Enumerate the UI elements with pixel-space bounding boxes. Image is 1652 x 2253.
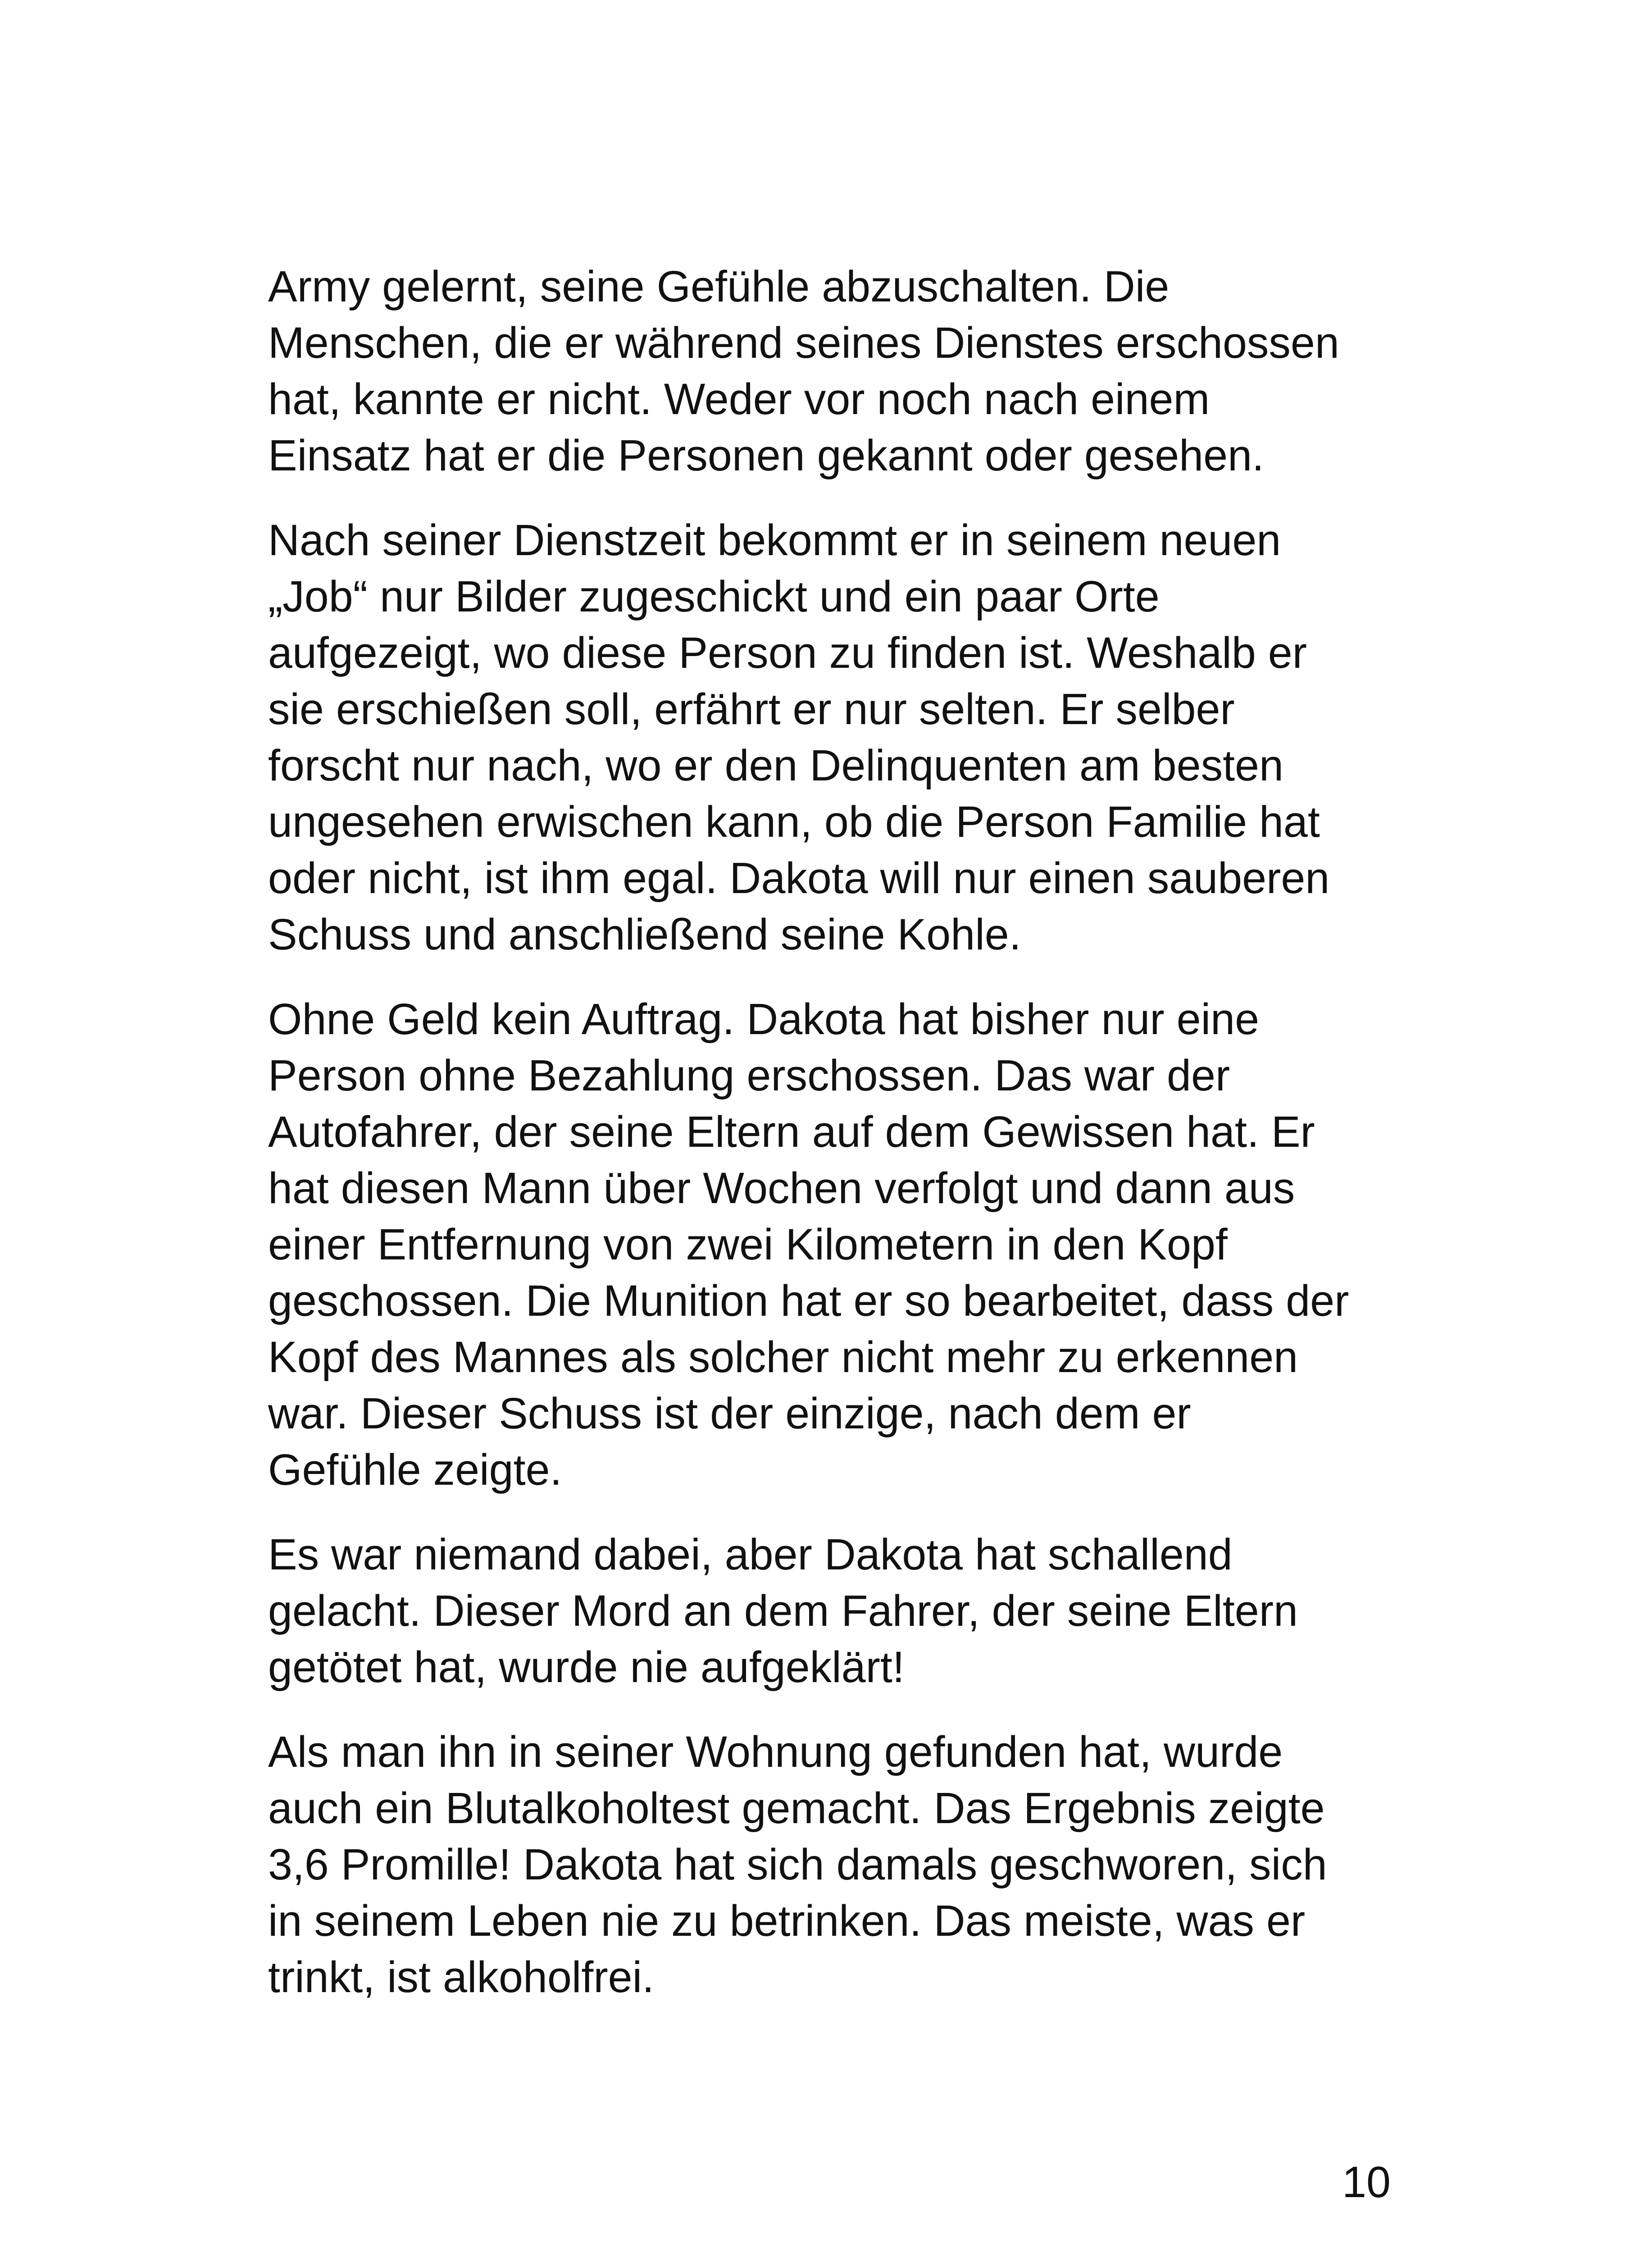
text-line: hat diesen Mann über Wochen verfolgt und dann aus (268, 1163, 1295, 1213)
text-line: trinkt, ist alkoholfrei. (268, 1952, 655, 2002)
text-line: Gefühle zeigte. (268, 1445, 562, 1494)
text-line: in seinem Leben nie zu betrinken. Das meiste, was er (268, 1896, 1306, 1945)
text-line: Nach seiner Dienstzeit bekommt er in seinem neuen (268, 515, 1281, 565)
text-line: oder nicht, ist ihm egal. Dakota will nur einen sauberen (268, 853, 1330, 903)
text-line: Ohne Geld kein Auftrag. Dakota hat bisher nur eine (268, 994, 1260, 1044)
paragraph (268, 512, 1408, 962)
body-text (268, 258, 1408, 2034)
text-line: Army gelernt, seine Gefühle abzuschalten. Die (268, 262, 1170, 311)
text-line: Autofahrer, der seine Eltern auf dem Gewissen hat. Er (268, 1107, 1315, 1156)
text-line: aufgezeigt, wo diese Person zu finden ist. Weshalb er (268, 628, 1307, 677)
text-line: sie erschießen soll, erfährt er nur selten. Er selber (268, 684, 1235, 734)
text-line: war. Dieser Schuss ist der einzige, nach dem er (268, 1389, 1191, 1438)
paragraph (268, 1526, 1408, 1695)
text-line: Schuss und anschließend seine Kohle. (268, 910, 1021, 959)
text-line: einer Entfernung von zwei Kilometern in den Kopf (268, 1220, 1228, 1269)
text-line: Einsatz hat er die Personen gekannt oder gesehen. (268, 431, 1264, 480)
text-line: „Job“ nur Bilder zugeschickt und ein paar Orte (268, 572, 1160, 621)
text-line: gelacht. Dieser Mord an dem Fahrer, der seine Eltern (268, 1586, 1298, 1635)
text-line: auch ein Blutalkoholtest gemacht. Das Ergebnis zeigte (268, 1783, 1325, 1833)
text-line: geschossen. Die Munition hat er so bearbeitet, dass der (268, 1276, 1349, 1325)
paragraph (268, 258, 1408, 483)
text-line: ungesehen erwischen kann, ob die Person Familie hat (268, 797, 1320, 846)
text-line: forscht nur nach, wo er den Delinquenten am besten (268, 741, 1283, 790)
text-line: Es war niemand dabei, aber Dakota hat schallend (268, 1530, 1233, 1579)
text-line: Kopf des Mannes als solcher nicht mehr zu erkennen (268, 1332, 1298, 1382)
text-line: 3,6 Promille! Dakota hat sich damals geschworen, sich (268, 1840, 1327, 1889)
text-line: Als man ihn in seiner Wohnung gefunden hat, wurde (268, 1727, 1283, 1776)
page-number: 10 (1342, 2157, 1391, 2207)
text-line: getötet hat, wurde nie aufgeklärt! (268, 1642, 905, 1692)
text-line: Menschen, die er während seines Dienstes erschossen (268, 318, 1339, 367)
text-line: hat, kannte er nicht. Weder vor noch nach einem (268, 374, 1210, 424)
paragraph (268, 991, 1408, 1498)
paragraph (268, 1724, 1408, 2005)
text-line: Person ohne Bezahlung erschossen. Das war der (268, 1051, 1230, 1100)
